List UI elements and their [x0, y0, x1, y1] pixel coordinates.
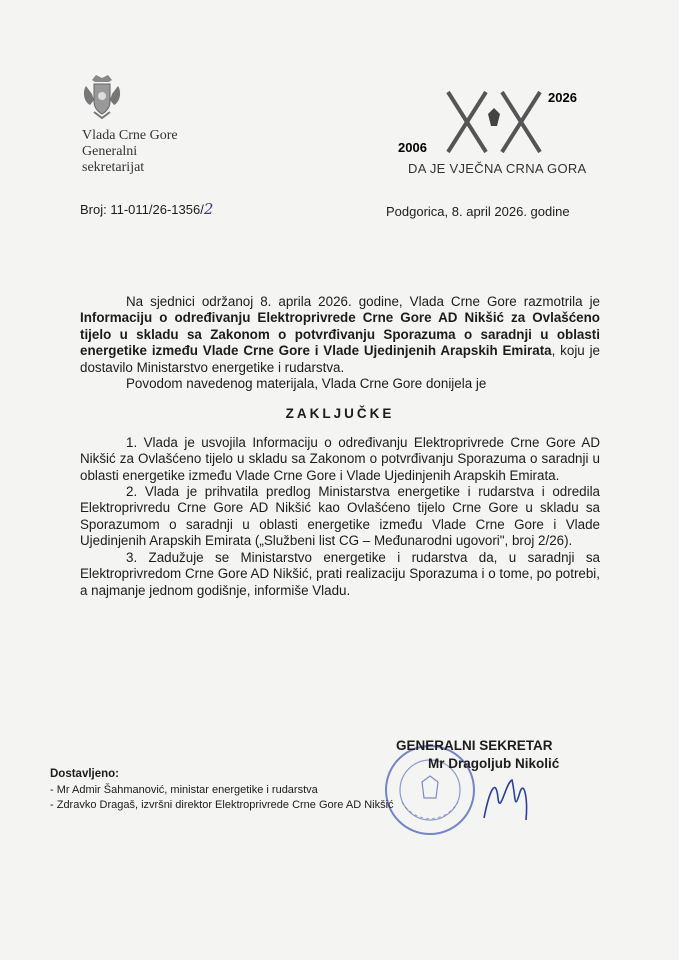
coat-of-arms-icon: [80, 72, 124, 122]
intro-paragraph: [80, 294, 600, 376]
org-line: sekretarijat: [82, 160, 145, 175]
distribution-list: [50, 783, 394, 813]
document-body: [80, 294, 600, 599]
document-number-handwritten: 2: [203, 200, 214, 218]
signatory-title: GENERALNI SEKRETAR: [396, 738, 553, 753]
document-number: [80, 200, 213, 218]
conclusion-item: 1. Vlada je usvojila Informaciju o određivanju Elektroprivrede Crne Gore AD Nikšić za Ovlašćeno tijelo u skladu sa Zakonom o potvrđivanju Sporazuma o saradnji u oblasti energetike između Vlade Crne Gore i Vlade Ujedinjenih Arapskih Emirata.: [80, 434, 600, 483]
conclusions-title: ZAKLJUČKE: [285, 406, 395, 422]
organization-name: [82, 128, 178, 176]
distribution-label: Dostavljeno:: [50, 768, 120, 780]
distribution-item: - Mr Admir Šahmanović, ministar energetike i rudarstva: [50, 784, 318, 796]
handwritten-signature: [476, 768, 546, 826]
signatory-name: Mr Dragoljub Nikolić: [428, 756, 560, 771]
conclusion-item: 3. Zadužuje se Ministarstvo energetike i rudarstva da, u saradnji sa Elektroprivredom Crne Gore AD Nikšić, prati realizaciju Sporazuma i o tome, po potrebi, a najmanje jednom godišnje, informiše Vladu.: [80, 549, 600, 598]
intro-text-end: , koju je dostavilo Ministarstvo energetike i rudarstva.: [80, 343, 600, 375]
logo-slogan: DA JE VJEČNA CRNA GORA: [408, 161, 587, 176]
logo-year-left: 2006: [398, 140, 427, 155]
intro-paragraph-2: Povodom navedenog materijala, Vlada Crne Gore donijela je: [126, 376, 487, 392]
conclusion-item: 2. Vlada je prihvatila predlog Ministarstva energetike i rudarstva i odredila Elektroprivredu Crne Gore AD Nikšić kao Ovlašćeno tijelo Crne Gore u skladu sa Sporazumom o saradnji u oblasti energetike između Vlade Crne Gore i Vlade Ujedinjenih Arapskih Emirata („Službeni list CG – Međunarodni ugovori", broj 2/26).: [80, 484, 600, 549]
org-line: Vlada Crne Gore: [82, 128, 178, 143]
logo-year-right: 2026: [548, 90, 577, 105]
org-line: Generalni: [82, 144, 138, 159]
document-number-text: Broj: 11-011/26-1356/: [80, 202, 204, 217]
distribution-item: - Zdravko Dragaš, izvršni direktor Elektroprivrede Crne Gore AD Nikšić: [50, 799, 394, 811]
intro-bold-text: Informaciju o određivanju Elektroprivrede Crne Gore AD Nikšić za Ovlašćeno tijelo u skladu sa Zakonom o potvrđivanju Sporazuma o saradnji u oblasti energetike između Vlade Crne Gore i Vlade Ujedinjenih Arapskih Emirata: [80, 310, 600, 359]
intro-text: Na sjednici održanoj 8. aprila 2026. godine, Vlada Crne Gore razmotrila je: [126, 294, 600, 309]
place-date: Podgorica, 8. april 2026. godine: [386, 204, 570, 219]
